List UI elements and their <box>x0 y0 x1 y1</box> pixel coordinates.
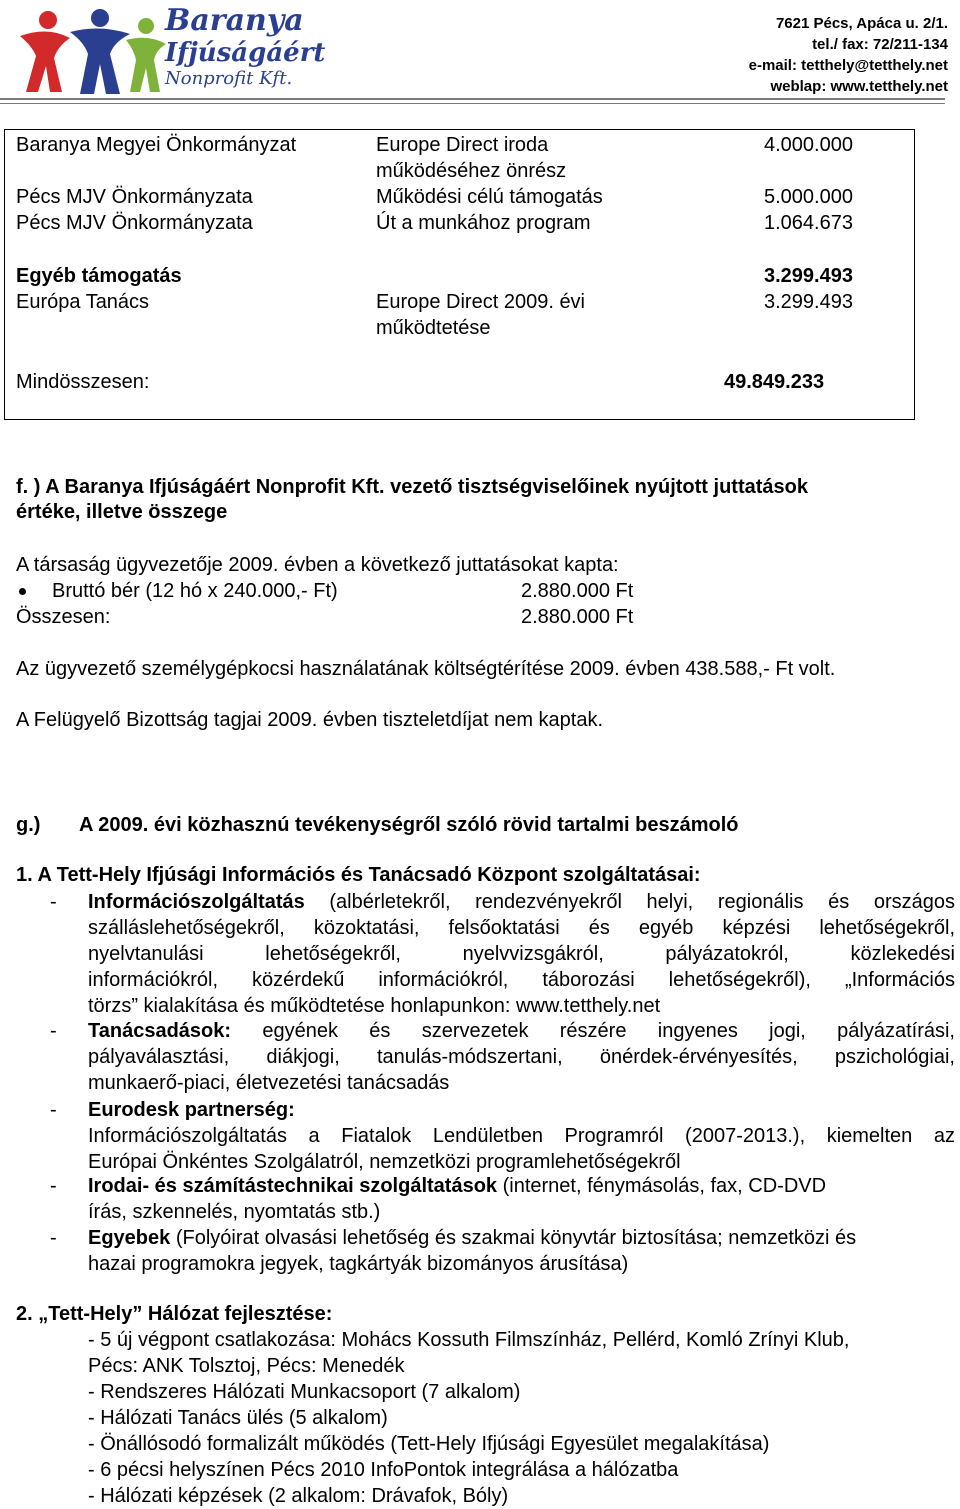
table-purpose: Működési célú támogatás <box>376 186 603 208</box>
header-divider-2 <box>0 103 945 104</box>
list-dash: - <box>50 1020 57 1042</box>
table-org: Pécs MJV Önkormányzata <box>16 212 253 234</box>
list-item-title: Tanácsadások: <box>88 1020 232 1042</box>
services-heading: 1. A Tett-Hely Ifjúsági Információs és Tanácsadó Központ szolgáltatásai: <box>16 864 701 886</box>
logo-figures-icon <box>10 6 168 98</box>
table-purpose: működéséhez önrész <box>376 160 567 182</box>
board-text: A Felügyelő Bizottság tagjai 2009. évben tiszteletdíjat nem kaptak. <box>16 709 604 731</box>
contact-phone: tel./ fax: 72/211-134 <box>812 36 948 53</box>
section-g-number: g.) <box>16 814 41 836</box>
network-item: - Önállósodó formalizált működés (Tett-Hely Ifjúsági Egyesület megalakítása) <box>88 1433 770 1455</box>
list-item <box>88 1173 955 1225</box>
list-item-text: írás, szkennelés, nyomtatás stb.) <box>88 1201 381 1223</box>
bullet-icon <box>19 588 26 595</box>
contact-block <box>749 13 948 97</box>
network-item: Pécs: ANK Tolsztoj, Pécs: Menedék <box>88 1355 405 1377</box>
list-dash: - <box>50 1175 57 1197</box>
table-amount: 1.064.673 <box>764 212 853 234</box>
list-item-text: munkaerő-piaci, életvezetési tanácsadás <box>88 1072 450 1094</box>
table-purpose: Út a munkához program <box>376 212 591 234</box>
network-item: - 5 új végpont csatlakozása: Mohács Kossuth Filmszínház, Pellérd, Komló Zrínyi Klub, <box>88 1329 850 1351</box>
logo-subtitle: Ifjúságáért <box>165 38 326 68</box>
section-g-title: A 2009. évi közhasznú tevékenységről szóló rövid tartalmi beszámoló <box>79 814 739 836</box>
list-item-text: pályaválasztási, diákjogi, tanulás-módszertani, önérdek-érvényesítés, pszichológiai, <box>88 1046 955 1068</box>
list-item-text: törzs” kialakítása és működtetése honlapunkon: www.tetthely.net <box>88 995 661 1017</box>
list-item <box>88 1018 955 1096</box>
section-f-heading: f. ) A Baranya Ifjúságáért Nonprofit Kft. vezető tisztségviselőinek nyújtott juttatások <box>16 476 808 498</box>
manager-intro: A társaság ügyvezetője 2009. évben a következő juttatásokat kapta: <box>16 554 619 576</box>
network-item: - 6 pécsi helyszínen Pécs 2010 InfoPontok integrálása a hálózatba <box>88 1459 679 1481</box>
list-item-title: Eurodesk partnerség: <box>88 1099 295 1121</box>
table-purpose: Europe Direct iroda <box>376 134 549 156</box>
list-item-text: (albérletekről, rendezvényekről helyi, regionális és országos <box>304 891 955 913</box>
logo-title: Baranya <box>165 3 304 38</box>
contact-address: 7621 Pécs, Apáca u. 2/1. <box>775 15 948 32</box>
list-item-title: Irodai- és számítástechnikai szolgáltatások <box>88 1175 498 1197</box>
total-amount: 49.849.233 <box>724 371 825 393</box>
table-amount: 4.000.000 <box>764 134 853 156</box>
salary-amount: 2.880.000 Ft <box>521 580 634 602</box>
header-divider <box>0 98 945 100</box>
table-amount: 3.299.493 <box>764 291 853 313</box>
table-amount: 5.000.000 <box>764 186 853 208</box>
list-dash: - <box>50 1099 57 1121</box>
table-purpose: működtetése <box>376 317 491 339</box>
network-item: - Rendszeres Hálózati Munkacsoport (7 alkalom) <box>88 1381 521 1403</box>
table-org: Európa Tanács <box>16 291 150 313</box>
list-item-text: hazai programokra jegyek, tagkártyák bizományos árusítása) <box>88 1253 629 1275</box>
list-item-text: egyének és szervezetek részére ingyenes jogi, pályázatírási, <box>231 1020 955 1042</box>
salary-total-label: Összesen: <box>16 606 111 628</box>
list-item-text: szálláslehetőségekről, közoktatási, felsőoktatási és egyéb képzési lehetőségekről, <box>88 917 955 939</box>
contact-website: weblap: www.tetthely.net <box>770 78 948 95</box>
list-item <box>88 1225 955 1277</box>
network-item: - Hálózati képzések (2 alkalom: Drávafok, Bóly) <box>88 1485 509 1507</box>
list-item <box>88 889 955 1019</box>
network-heading: 2. „Tett-Hely” Hálózat fejlesztése: <box>16 1303 333 1325</box>
other-support-amount: 3.299.493 <box>764 265 853 287</box>
contact-email: e-mail: tetthely@tetthely.net <box>748 57 948 74</box>
list-item-text: információkról, közérdekű információkról, táborozási lehetőségekről), „Információs <box>88 969 955 991</box>
table-purpose: Europe Direct 2009. évi <box>376 291 586 313</box>
section-f-heading-cont: értéke, illetve összege <box>16 501 228 523</box>
salary-total-amount: 2.880.000 Ft <box>521 606 634 628</box>
total-label: Mindösszesen: <box>16 371 150 393</box>
list-item-text: (internet, fénymásolás, fax, CD-DVD <box>497 1175 827 1197</box>
list-item-text: Európai Önkéntes Szolgálatról, nemzetközi programlehetőségekről <box>88 1151 681 1173</box>
list-dash: - <box>50 1227 57 1249</box>
list-item-title: Információszolgáltatás <box>88 891 305 913</box>
logo-company: Nonprofit Kft. <box>165 68 293 89</box>
network-item: - Hálózati Tanács ülés (5 alkalom) <box>88 1407 388 1429</box>
list-item-text: nyelvtanulási lehetőségekről, nyelvvizsgákról, pályázatokról, közlekedési <box>88 943 955 965</box>
list-item-text: Információszolgáltatás a Fiatalok Lendületben Programról (2007-2013.), kiemelten az <box>88 1125 955 1147</box>
salary-label: Bruttó bér (12 hó x 240.000,- Ft) <box>52 580 338 602</box>
list-item-title: Egyebek <box>88 1227 171 1249</box>
list-item-text: (Folyóirat olvasási lehetőség és szakmai könyvtár biztosítása; nemzetközi és <box>170 1227 857 1249</box>
list-item <box>88 1097 955 1175</box>
table-org: Baranya Megyei Önkormányzat <box>16 134 297 156</box>
car-expense-text: Az ügyvezető személygépkocsi használatának költségtérítése 2009. évben 438.588,- Ft volt. <box>16 658 836 680</box>
other-support-label: Egyéb támogatás <box>16 265 182 287</box>
table-org: Pécs MJV Önkormányzata <box>16 186 253 208</box>
list-dash: - <box>50 891 57 913</box>
